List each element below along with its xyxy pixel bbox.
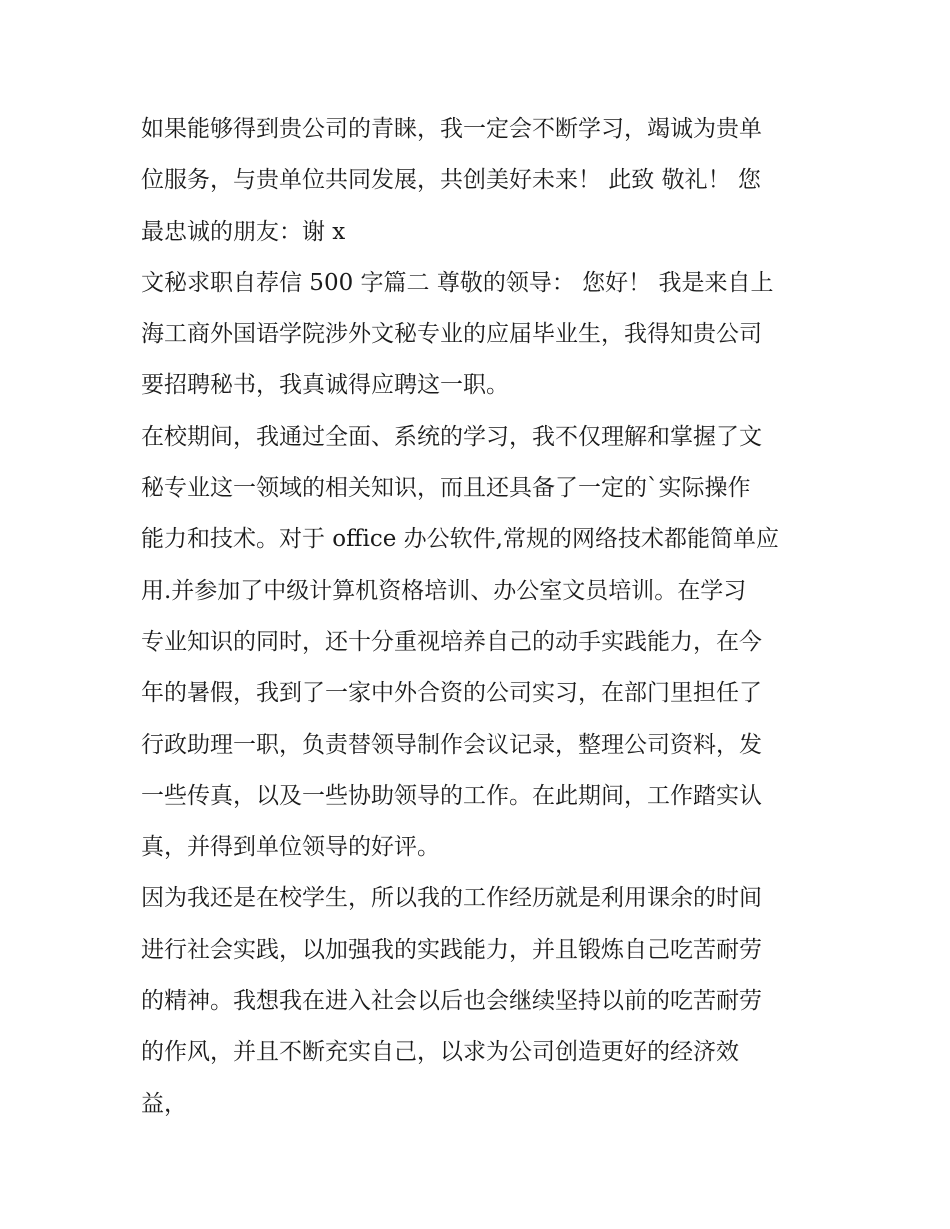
paragraph-intro [141,258,813,412]
paragraph-closing [141,104,813,258]
text-line: 位服务，与贵单位共同发展，共创美好未来！ 此致 敬礼！ 您 [141,167,761,194]
text-line: 最忠诚的朋友：谢 x [141,218,346,245]
text-line: 年的暑假，我到了一家中外合资的公司实习，在部门里担任了 [141,680,762,707]
text-line: 进行社会实践，以加强我的实践能力，并且锻炼自己吃苦耐劳 [141,936,762,963]
text-line: 文秘求职自荐信 500 字篇二 尊敬的领导： 您好！ 我是来自上 [141,269,774,296]
text-line: 在校期间，我通过全面、系统的学习，我不仅理解和掌握了文 [141,423,762,450]
paragraph-school [141,412,813,874]
text-line: 用.并参加了中级计算机资格培训、办公室文员培训。在学习 [141,577,747,604]
text-line: 海工商外国语学院涉外文秘专业的应届毕业生，我得知贵公司 [141,321,762,348]
text-line: 如果能够得到贵公司的青睐，我一定会不断学习，竭诚为贵单 [141,116,762,142]
text-line: 益， [141,1090,187,1117]
paragraph-experience [141,873,813,1129]
text-line: 的作风，并且不断充实自己，以求为公司创造更好的经济效 [141,1039,739,1066]
text-line: 行政助理一职，负责替领导制作会议记录，整理公司资料，发 [141,731,762,758]
text-line: 的精神。我想我在进入社会以后也会继续坚持以前的吃苦耐劳 [141,988,762,1015]
text-line: 因为我还是在校学生，所以我的工作经历就是利用课余的时间 [141,885,762,912]
text-line: 秘专业这一领域的相关知识，而且还具备了一定的`实际操作 [141,475,751,502]
text-line: 要招聘秘书，我真诚得应聘这一职。 [141,372,509,399]
text-line: 一些传真，以及一些协助领导的工作。在此期间，工作踏实认 [141,782,762,809]
text-line: 专业知识的同时，还十分重视培养自己的动手实践能力，在今 [141,628,762,655]
text-line: 能力和技术。对于 office 办公软件,常规的网络技术都能简单应 [141,526,779,553]
text-line: 真，并得到单位领导的好评。 [141,834,440,861]
document-body [141,104,813,1130]
